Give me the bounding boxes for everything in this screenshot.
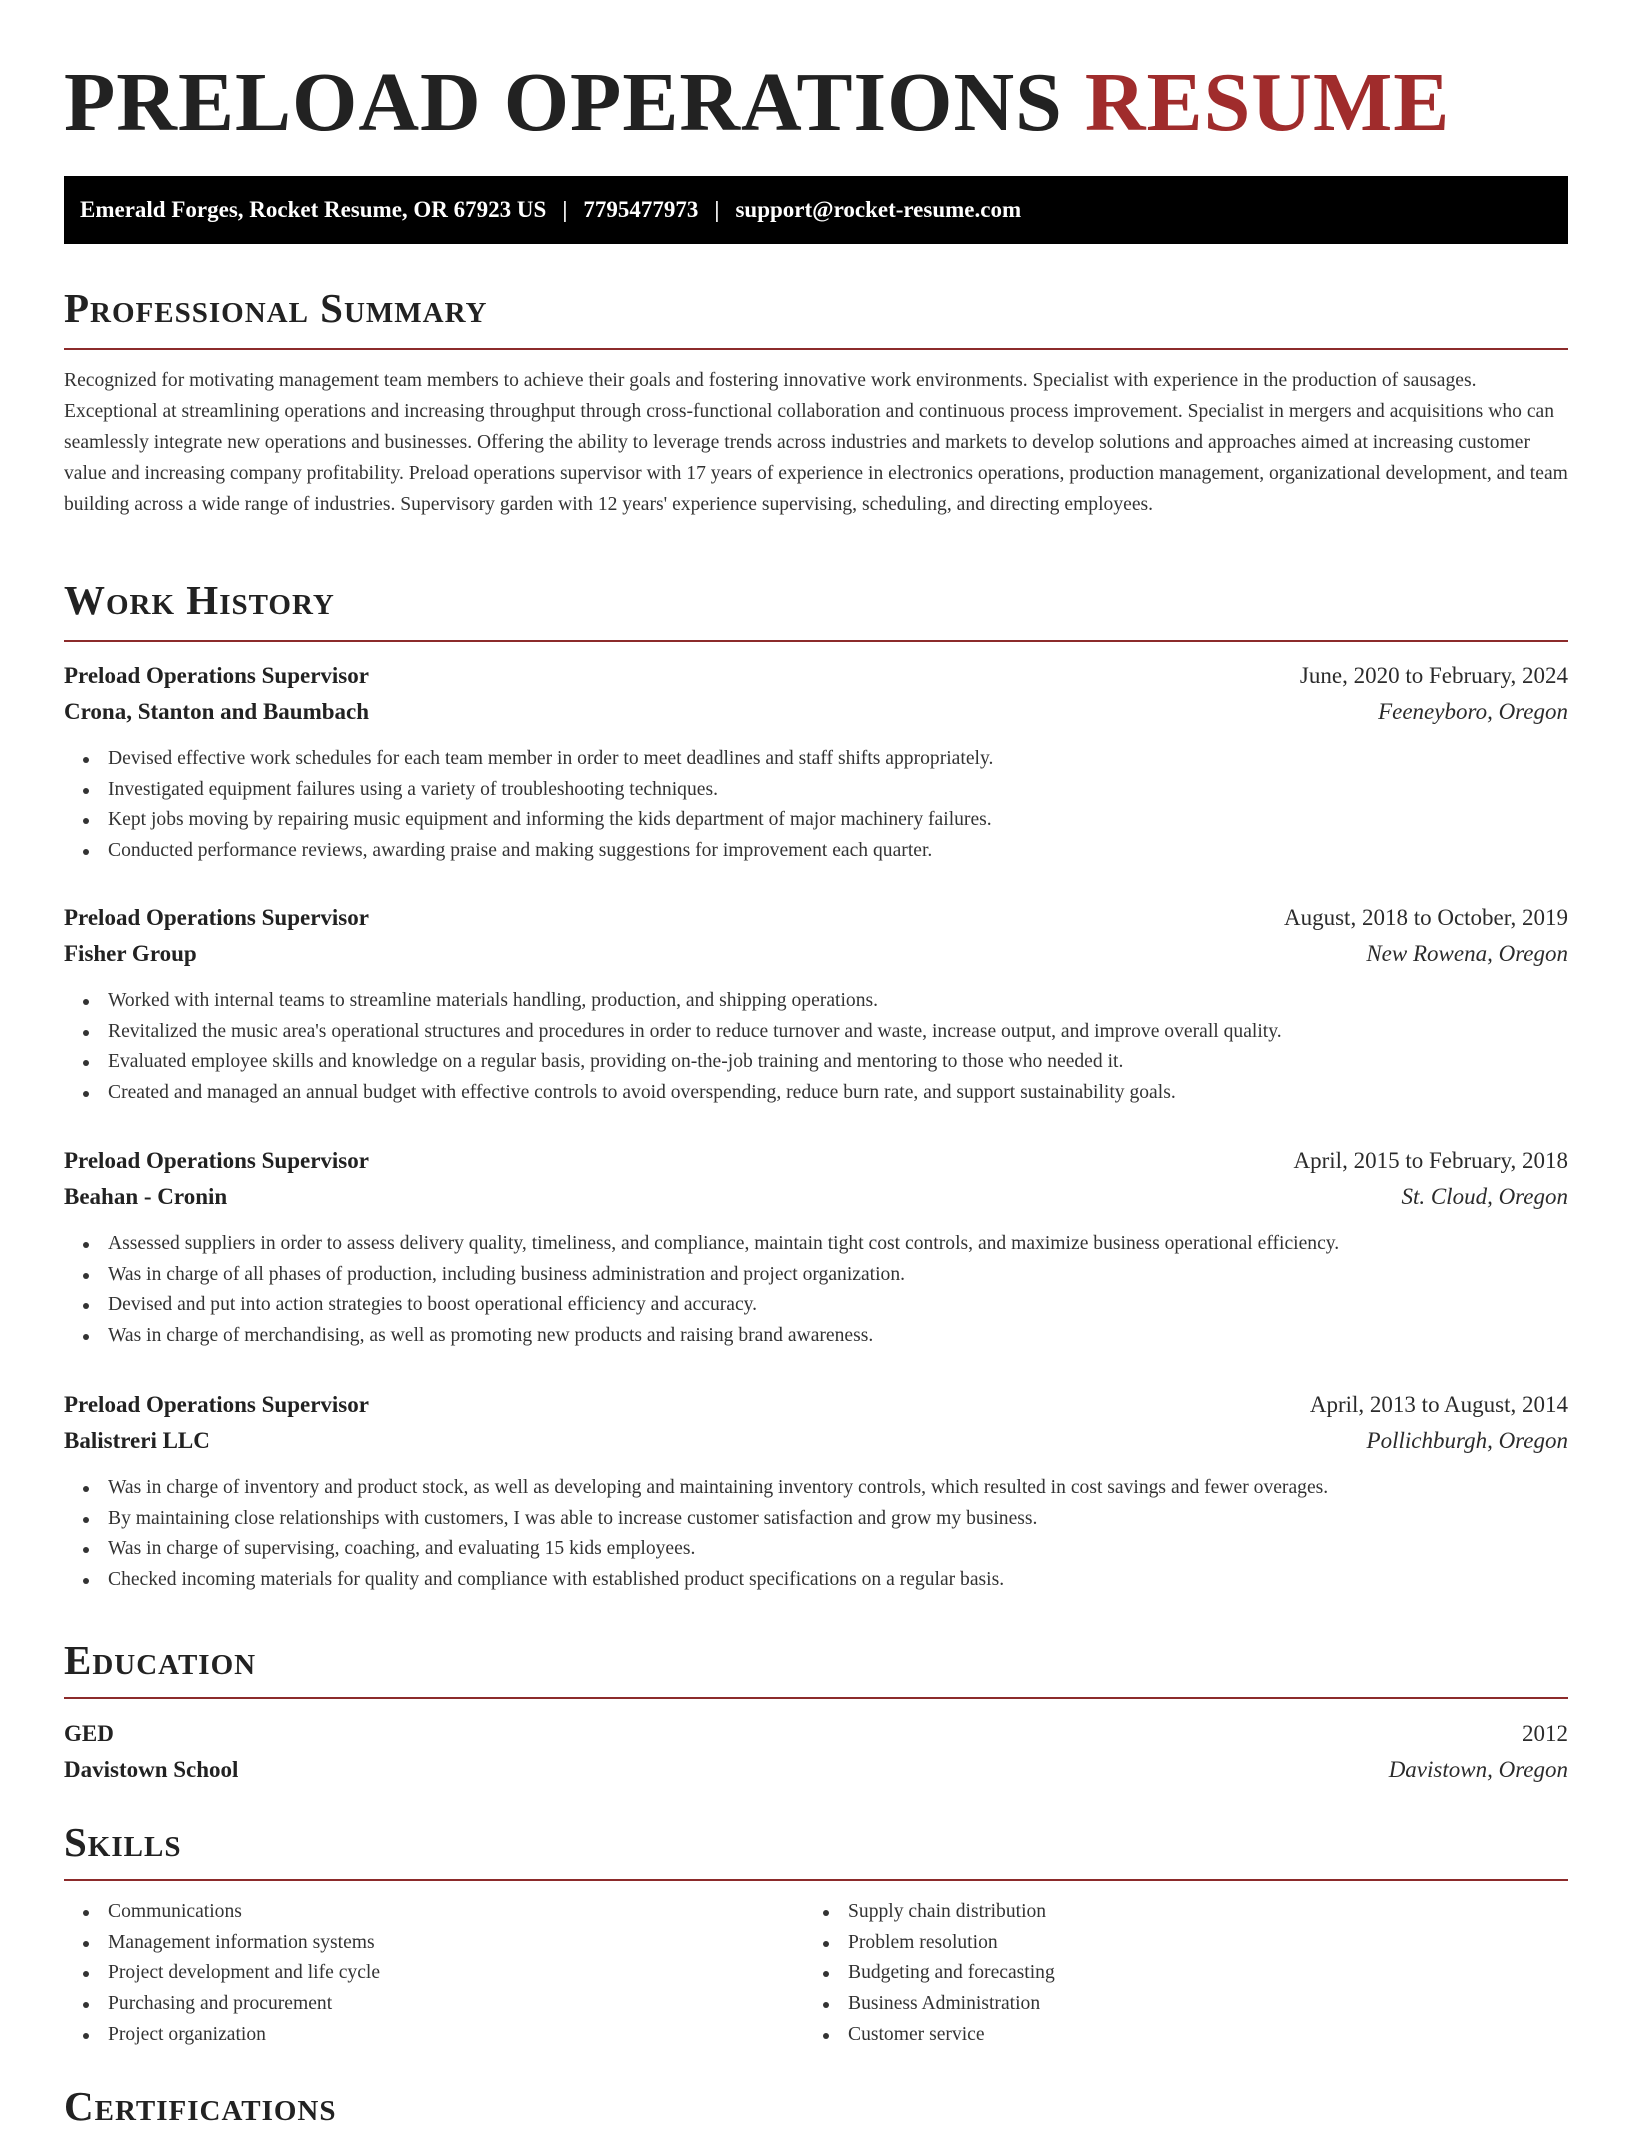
section-heading-certifications: Certifications [64,2083,337,2129]
job-company: Crona, Stanton and Baumbach [64,699,370,724]
job-duty-item: Investigated equipment failures using a variety of troubleshooting techniques. [64,775,1568,806]
section-heading-work-history: Work History [64,577,335,623]
education-year: 2012 [1522,1721,1568,1746]
job-location: St. Cloud, Oregon [1401,1184,1568,1209]
section-divider [64,1879,1568,1881]
job-duty-item: Assessed suppliers in order to assess delivery quality, timeliness, and compliance, maintain tight cost controls, and maximize business operational efficiency. [64,1229,1568,1260]
resume-page [64,0,1568,2129]
skill-item: Business Administration [804,1989,1632,2020]
title-accent: RESUME [1084,56,1451,149]
job-duty-item: Was in charge of supervising, coaching, and evaluating 15 kids employees. [64,1534,1568,1565]
education-degree: GED [64,1721,114,1746]
job-company: Beahan - Cronin [64,1184,228,1209]
skill-item: Problem resolution [804,1928,1632,1959]
section-divider [64,348,1568,350]
contact-address: Emerald Forges, Rocket Resume, OR 67923 US [80,197,547,222]
job-title: Preload Operations Supervisor [64,663,369,688]
contact-phone[interactable]: 7795477973 [583,197,699,222]
job-title-row [64,1387,1568,1423]
skill-item: Purchasing and procurement [64,1989,1568,2020]
summary-text: Recognized for motivating management team members to achieve their goals and fostering innovative work environments. Specialist with experience in the production of sausages. Exceptional at streamlining operations and increasing throughput through cross-functional collaboration and continuous process improvement. Specialist in mergers and acquisitions who can seamlessly integrate new operations and businesses. Offering the ability to leverage trends across industries and markets to develop solutions and approaches aimed at increasing customer value and increasing company profitability. Preload operations supervisor with 17 years of experience in electronics operations, production management, organizational development, and team building across a wide range of industries. Supervisory garden with 12 years' experience supervising, scheduling, and directing employees. [64,370,1568,515]
job-title: Preload Operations Supervisor [64,905,369,930]
job-duty-item: Was in charge of inventory and product stock, as well as developing and maintaining inventory controls, which resulted in cost savings and fewer overages. [64,1473,1568,1504]
contact-separator: | [562,197,568,222]
job-duties-list [64,986,1568,1109]
skill-item: Project organization [64,2020,1568,2051]
job-company-row [64,694,1568,730]
section-heading-skills: Skills [64,1819,182,1865]
job-duty-item: Devised and put into action strategies to boost operational efficiency and accuracy. [64,1290,1568,1321]
job-duty-item: Conducted performance reviews, awarding praise and making suggestions for improvement each quarter. [64,836,1568,867]
job-duty-item: By maintaining close relationships with customers, I was able to increase customer satisfaction and grow my business. [64,1504,1568,1535]
job-duty-item: Was in charge of merchandising, as well as promoting new products and raising brand awareness. [64,1321,1568,1352]
education-degree-row [64,1716,1568,1752]
contact-email[interactable]: support@rocket-resume.com [735,197,1022,222]
contact-separator: | [714,197,720,222]
section-divider [64,640,1568,642]
job-duty-item: Created and managed an annual budget with effective controls to avoid overspending, reduce burn rate, and support sustainability goals. [64,1078,1568,1109]
job-duty-item: Checked incoming materials for quality and compliance with established product specifications on a regular basis. [64,1565,1568,1596]
job-title-row [64,1143,1568,1179]
job-title-row [64,658,1568,694]
job-title: Preload Operations Supervisor [64,1392,369,1417]
skill-item: Management information systems [64,1928,1568,1959]
skill-item: Customer service [804,2020,1632,2051]
contact-bar [64,176,1568,244]
job-company: Fisher Group [64,941,197,966]
job-company-row [64,936,1568,972]
section-heading-education: Education [64,1637,257,1683]
job-title-row [64,900,1568,936]
job-dates: April, 2015 to February, 2018 [1293,1148,1568,1173]
job-company-row [64,1179,1568,1215]
job-company: Balistreri LLC [64,1428,210,1453]
skill-item: Supply chain distribution [804,1897,1632,1928]
job-dates: June, 2020 to February, 2024 [1299,663,1568,688]
job-duty-item: Was in charge of all phases of production, including business administration and project organization. [64,1260,1568,1291]
skills-list-right [804,1897,1632,2050]
education-location: Davistown, Oregon [1388,1757,1568,1782]
job-duty-item: Devised effective work schedules for each team member in order to meet deadlines and staff shifts appropriately. [64,744,1568,775]
job-company-row [64,1423,1568,1459]
skill-item: Budgeting and forecasting [804,1958,1632,1989]
section-divider [64,1697,1568,1699]
skill-item: Communications [64,1897,1568,1928]
job-duty-item: Revitalized the music area's operational structures and procedures in order to reduce turnover and waste, increase output, and improve overall quality. [64,1017,1568,1048]
section-heading-summary: Professional Summary [64,285,488,331]
title-main: PRELOAD OPERATIONS [64,56,1063,149]
job-duty-item: Worked with internal teams to streamline materials handling, production, and shipping operations. [64,986,1568,1017]
job-location: New Rowena, Oregon [1366,941,1568,966]
skill-item: Project development and life cycle [64,1958,1568,1989]
job-dates: August, 2018 to October, 2019 [1284,905,1568,930]
job-duty-item: Evaluated employee skills and knowledge on a regular basis, providing on-the-job training and mentoring to those who needed it. [64,1047,1568,1078]
job-duty-item: Kept jobs moving by repairing music equipment and informing the kids department of major machinery failures. [64,805,1568,836]
education-school: Davistown School [64,1757,239,1782]
job-location: Feeneyboro, Oregon [1378,699,1568,724]
job-title: Preload Operations Supervisor [64,1148,369,1173]
job-duties-list [64,1229,1568,1352]
job-dates: April, 2013 to August, 2014 [1309,1392,1568,1417]
resume-title [64,0,1568,150]
education-school-row [64,1752,1568,1788]
job-duties-list [64,1473,1568,1596]
job-location: Pollichburgh, Oregon [1366,1428,1568,1453]
job-duties-list [64,744,1568,867]
